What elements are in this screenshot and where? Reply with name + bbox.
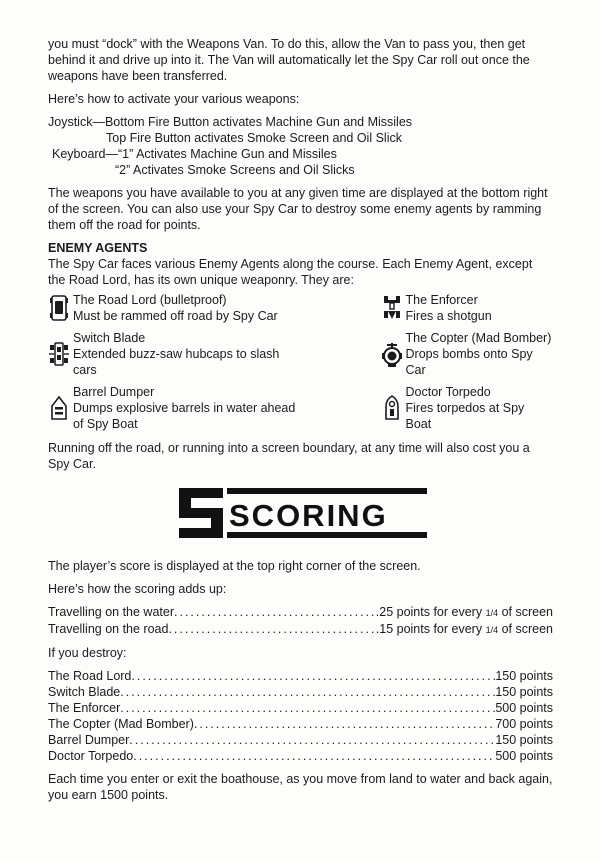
agent-name: The Road Lord (bulletproof) bbox=[73, 293, 227, 307]
control-row bbox=[48, 162, 553, 178]
dot-leader bbox=[133, 748, 495, 764]
control-label: Keyboard— bbox=[52, 147, 119, 161]
destroy-value: 700 points bbox=[495, 717, 553, 731]
dot-leader bbox=[174, 604, 376, 621]
agent-name: Barrel Dumper bbox=[73, 385, 155, 399]
score-display-text: The player’s score is displayed at the top right corner of the screen. bbox=[48, 559, 421, 573]
destroy-name: Doctor Torpedo bbox=[48, 749, 134, 763]
weapons-howto-text: Here’s how to activate your various weapons: bbox=[48, 92, 300, 106]
agent-doctor-torpedo bbox=[301, 384, 554, 432]
travel-row-road bbox=[48, 621, 553, 638]
destroy-name: Barrel Dumper bbox=[48, 733, 130, 747]
fraction: 1/4 bbox=[485, 625, 499, 635]
dot-leader bbox=[131, 668, 495, 684]
control-text: Bottom Fire Button activates Machine Gun and Missiles bbox=[104, 115, 413, 129]
scoring-logo bbox=[48, 482, 553, 544]
agent-desc: Dumps explosive barrels in water ahead of Spy Boat bbox=[73, 401, 296, 431]
agent-barrel-dumper bbox=[48, 384, 301, 432]
agent-desc: Fires torpedos at Spy Boat bbox=[405, 401, 525, 431]
destroy-row bbox=[48, 748, 553, 764]
destroy-name: Switch Blade bbox=[48, 685, 121, 699]
dot-leader bbox=[120, 700, 495, 716]
scoring-title-graphic bbox=[173, 482, 429, 544]
travel-name: Travelling on the water bbox=[48, 605, 174, 619]
score-howto-text: Here’s how the scoring adds up: bbox=[48, 582, 227, 596]
destroy-value: 500 points bbox=[495, 749, 553, 763]
agent-name: The Copter (Mad Bomber) bbox=[405, 331, 552, 345]
destroy-row bbox=[48, 668, 553, 684]
agent-name: Doctor Torpedo bbox=[405, 385, 491, 399]
destroy-table bbox=[48, 668, 553, 764]
agent-switch-blade bbox=[48, 330, 301, 378]
agent-desc: Extended buzz-saw hubcaps to slash cars bbox=[73, 347, 280, 377]
dot-leader bbox=[194, 716, 495, 732]
travel-value: .15 points for every 1/4 of screen bbox=[375, 622, 553, 636]
enemy-agents-heading: ENEMY AGENTS bbox=[48, 241, 148, 255]
weapons-note-paragraph: The weapons you have available to you at any given time are displayed at the bottom right of the screen. You can also use your Spy Car to destroy some enemy agents by ramming them off the road for points. bbox=[48, 186, 548, 232]
travel-row-water bbox=[48, 604, 553, 621]
road-lord-car-icon bbox=[48, 293, 70, 323]
destroy-value: 150 points bbox=[495, 733, 553, 747]
controls-list bbox=[48, 114, 553, 178]
destroy-value: 150 points bbox=[495, 685, 553, 699]
control-label: Joystick— bbox=[48, 115, 105, 129]
enforcer-car-icon bbox=[381, 293, 403, 323]
doctor-torpedo-boat-icon bbox=[381, 393, 403, 423]
agent-desc: Drops bombs onto Spy Car bbox=[405, 347, 533, 377]
destroy-value: 500 points bbox=[495, 701, 553, 715]
copter-icon bbox=[381, 339, 403, 369]
agent-road-lord bbox=[48, 292, 301, 324]
agent-name: The Enforcer bbox=[405, 293, 478, 307]
destroy-name: The Road Lord bbox=[48, 669, 132, 683]
boathouse-paragraph: Each time you enter or exit the boathouse, as you move from land to water and back again, you earn 1500 points. bbox=[48, 772, 553, 802]
destroy-intro-text: If you destroy: bbox=[48, 646, 127, 660]
destroy-row bbox=[48, 700, 553, 716]
control-row bbox=[48, 130, 553, 146]
agent-name: Switch Blade bbox=[73, 331, 146, 345]
destroy-name: The Enforcer bbox=[48, 701, 121, 715]
control-row bbox=[48, 114, 553, 130]
dot-leader bbox=[129, 732, 495, 748]
travel-table bbox=[48, 604, 553, 638]
travel-value: .25 points for every 1/4 of screen bbox=[375, 605, 553, 619]
agent-enforcer bbox=[301, 292, 554, 324]
dot-leader bbox=[168, 621, 375, 638]
switch-blade-car-icon bbox=[48, 339, 70, 369]
agent-desc: Fires a shotgun bbox=[405, 309, 492, 323]
intro-paragraph: you must “dock” with the Weapons Van. To do this, allow the Van to pass you, then get behind it and drive up into it. The Van will automatically let the Spy Car roll out once the weapons have been transferred. bbox=[48, 37, 530, 83]
control-text: “2” Activates Smoke Screens and Oil Slicks bbox=[115, 163, 355, 177]
dot-leader bbox=[120, 684, 495, 700]
fraction: 1/4 bbox=[485, 608, 499, 618]
travel-name: Travelling on the road bbox=[48, 622, 169, 636]
control-row bbox=[48, 146, 553, 162]
enemy-intro-paragraph: The Spy Car faces various Enemy Agents along the course. Each Enemy Agent, except the Road Lord, has its own unique weaponry. They are: bbox=[48, 257, 533, 287]
destroy-name: The Copter (Mad Bomber) bbox=[48, 717, 194, 731]
control-text: “1” Activates Machine Gun and Missiles bbox=[118, 147, 337, 161]
control-text: Top Fire Button activates Smoke Screen and Oil Slick bbox=[106, 131, 402, 145]
destroy-row bbox=[48, 684, 553, 700]
scoring-title-text: SCORING bbox=[228, 498, 388, 533]
destroy-row bbox=[48, 732, 553, 748]
destroy-value: 150 points bbox=[495, 669, 553, 683]
manual-page bbox=[48, 36, 553, 810]
agent-desc: Must be rammed off road by Spy Car bbox=[73, 309, 278, 323]
destroy-row bbox=[48, 716, 553, 732]
agent-copter bbox=[301, 330, 554, 378]
barrel-dumper-boat-icon bbox=[48, 393, 70, 423]
road-note-paragraph: Running off the road, or running into a screen boundary, at any time will also cost you a Spy Car. bbox=[48, 441, 530, 471]
enemy-agents-grid bbox=[48, 292, 553, 432]
